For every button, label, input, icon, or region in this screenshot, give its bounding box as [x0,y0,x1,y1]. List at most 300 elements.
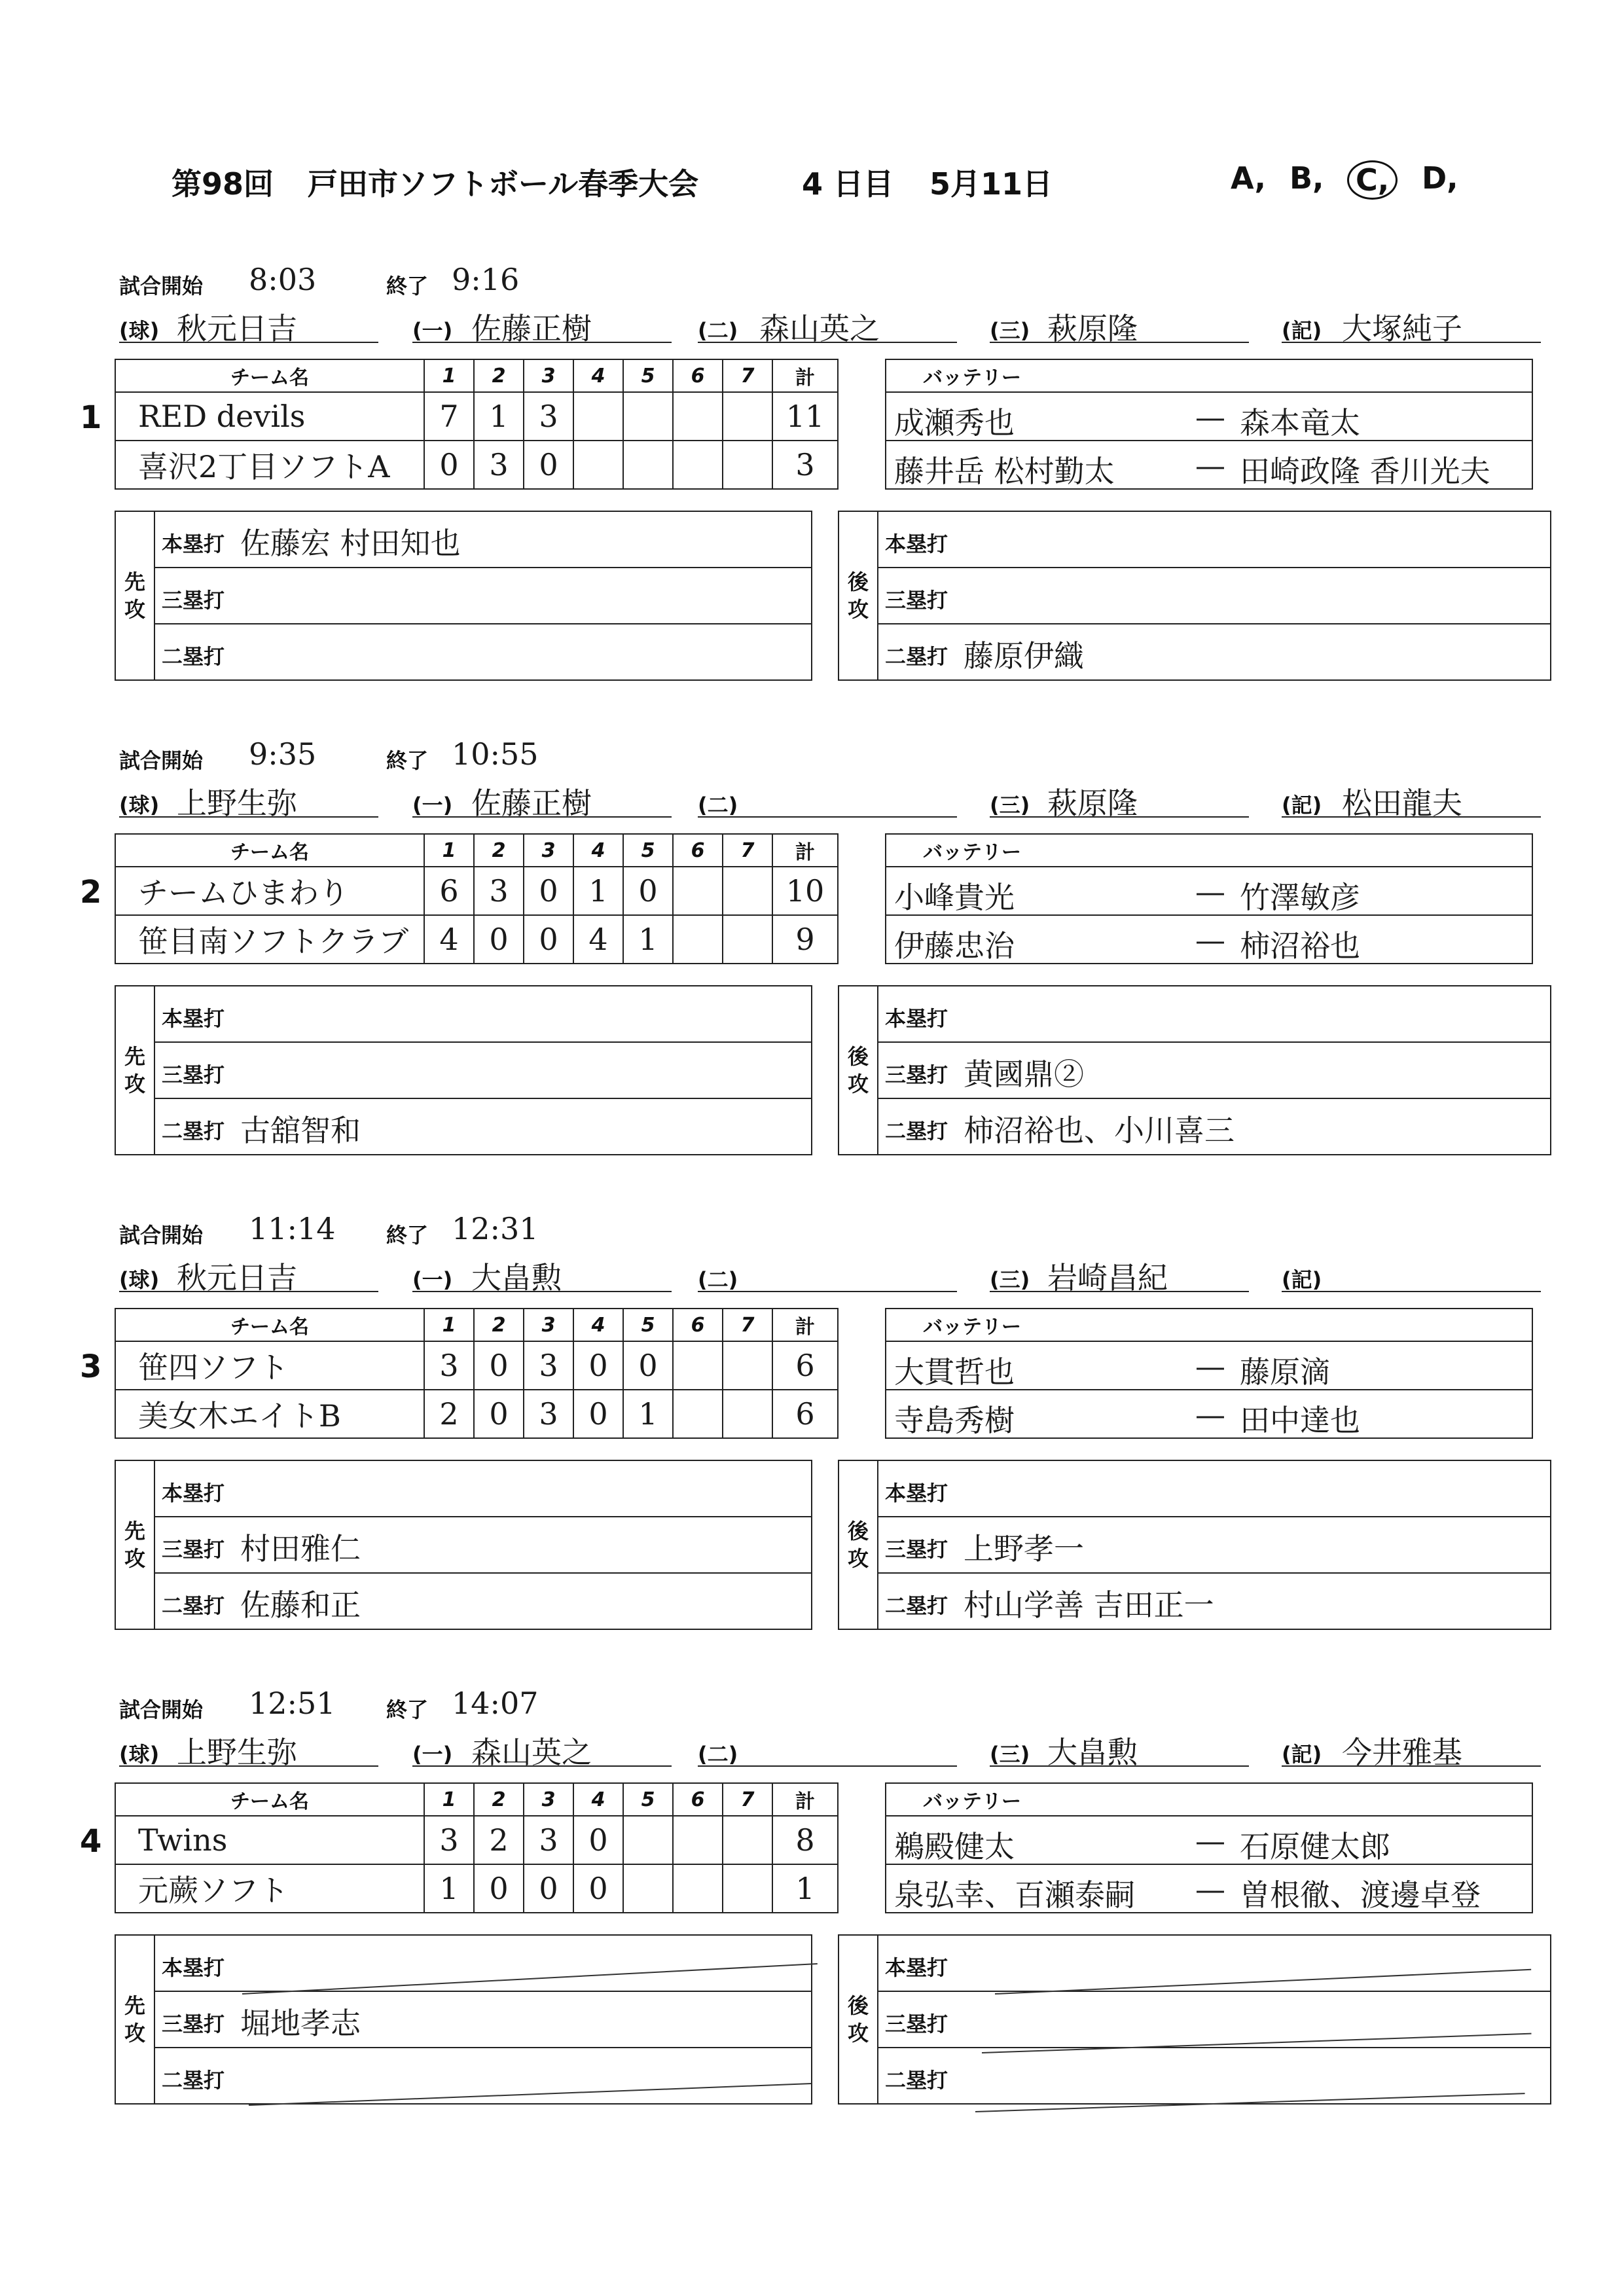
battery-table [885,1782,1533,1913]
first-attack-label: 先攻 [115,1935,154,2104]
event-name: 戸田市ソフトボール春季大会 [308,166,699,202]
inning-header: 4 [573,1783,623,1816]
pitcher-name: 伊藤忠治 [894,928,1015,964]
inning-score: 0 [623,1341,673,1390]
total-score: 10 [772,867,838,915]
total-score: 6 [772,1390,838,1438]
catcher-name: 曽根徹、渡邊卓登 [1240,1877,1481,1913]
inning-score: 4 [424,915,474,964]
end-time: 14:07 [452,1686,539,1721]
battery-row [886,867,1532,914]
inning-score [723,1864,772,1913]
second-base-umpire-line [698,1291,957,1292]
triple-players: 堀地孝志 [240,2006,361,2041]
plate-umpire-label: (球) [119,1742,160,1767]
second-attack-label: 後攻 [839,986,878,1155]
battery-dash: — [1195,1871,1225,1907]
inning-score: 1 [424,1864,474,1913]
total-score: 6 [772,1341,838,1390]
inning-score: 0 [573,1341,623,1390]
scorer-label: (記) [1282,793,1322,818]
start-time: 11:14 [249,1211,336,1246]
plate-umpire-line [119,342,378,343]
home-run-row [155,512,811,567]
score-row [115,1864,838,1913]
second-attack-hits-table [838,1460,1551,1630]
court-a: A, [1231,160,1266,196]
triple-players: 村田雅仁 [240,1531,361,1566]
second-attack-label: 後攻 [839,1460,878,1629]
inning-header: 6 [673,834,723,867]
inning-score: 0 [573,1864,623,1913]
double-players: 村山学善 吉田正一 [964,1587,1214,1623]
total-score: 8 [772,1816,838,1864]
triple-label: 三塁打 [885,588,948,613]
battery-table [885,1308,1533,1439]
pitcher-name: 藤井岳 松村勤太 [894,454,1115,489]
end-label: 終了 [386,274,429,298]
inning-score: 3 [424,1341,474,1390]
catcher-name: 森本竜太 [1240,405,1360,441]
second-base-umpire-label: (二) [698,793,738,818]
total-score: 3 [772,441,838,489]
team-name-header: チーム名 [115,834,424,867]
second-attack-hits-table [838,1934,1551,2105]
first-base-umpire-line [412,1765,672,1767]
inning-score: 0 [424,441,474,489]
third-base-umpire-line [990,342,1249,343]
triple-players: 上野孝一 [964,1531,1084,1566]
inning-header: 2 [474,834,524,867]
game-block-2 [0,736,1624,1208]
inning-score: 1 [474,392,524,441]
triple-label: 三塁打 [162,2012,225,2036]
score-row [115,1816,838,1864]
score-row [115,867,838,915]
scorer-name: 今井雅基 [1342,1735,1462,1770]
inning-score [623,1864,673,1913]
inning-header: 6 [673,359,723,392]
end-time: 12:31 [452,1211,539,1246]
battery-row [886,916,1532,963]
second-base-umpire-line [698,816,957,818]
inning-header: 1 [424,834,474,867]
start-label: 試合開始 [119,1697,204,1722]
home-run-label: 本塁打 [885,1955,948,1980]
inning-score [723,441,772,489]
start-time: 12:51 [249,1686,336,1721]
inning-score: 0 [573,1816,623,1864]
inning-header: 3 [524,1783,573,1816]
score-row [115,1390,838,1438]
inning-score [723,915,772,964]
triple-row [155,1517,811,1572]
inning-score: 3 [524,392,573,441]
inning-score [623,1816,673,1864]
inning-score: 0 [573,1390,623,1438]
third-base-umpire: 大畠勲 [1047,1735,1138,1770]
inning-score [673,441,723,489]
home-run-label: 本塁打 [162,1955,225,1980]
battery-dash: — [1195,1348,1225,1384]
double-label: 二塁打 [162,1593,225,1618]
triple-row [878,1043,1550,1098]
double-players: 佐藤和正 [240,1587,361,1623]
scorer-name: 大塚純子 [1342,311,1462,346]
first-base-umpire-label: (一) [412,1267,453,1292]
inning-header: 3 [524,1309,573,1341]
battery-row [886,1865,1532,1912]
home-run-label: 本塁打 [885,1481,948,1506]
battery-dash: — [1195,1823,1225,1858]
end-time: 9:16 [452,262,520,297]
team-name: 笹目南ソフトクラブ [115,915,424,964]
game-number: 2 [80,874,102,911]
plate-umpire-line [119,1291,378,1292]
inning-header: 4 [573,1309,623,1341]
inning-header: 2 [474,1309,524,1341]
first-base-umpire-line [412,342,672,343]
inning-score: 2 [424,1390,474,1438]
team-name: 喜沢2丁目ソフトA [115,441,424,489]
battery-dash: — [1195,874,1225,909]
start-time: 9:35 [249,736,317,772]
home-run-row [155,1936,811,1991]
inning-header: 2 [474,1783,524,1816]
triple-row [878,568,1550,623]
third-base-umpire: 萩原隆 [1047,311,1138,346]
inning-score [673,1390,723,1438]
total-header: 計 [772,1309,838,1341]
first-base-umpire-label: (一) [412,318,453,343]
second-base-umpire-label: (二) [698,1267,738,1292]
battery-dash: — [1195,1397,1225,1432]
team-name-header: チーム名 [115,1309,424,1341]
double-label: 二塁打 [885,644,948,669]
first-base-umpire-label: (一) [412,793,453,818]
inning-score [723,867,772,915]
catcher-name: 柿沼裕也 [1240,928,1360,964]
inning-score [723,392,772,441]
battery-header: バッテリー [886,1783,1532,1816]
third-base-umpire-label: (三) [990,318,1030,343]
team-name: Twins [115,1816,424,1864]
inning-score: 3 [424,1816,474,1864]
inning-score: 4 [573,915,623,964]
start-label: 試合開始 [119,274,204,298]
catcher-name: 田中達也 [1240,1403,1360,1438]
inning-header: 6 [673,1309,723,1341]
triple-row [878,1517,1550,1572]
inning-score [623,441,673,489]
third-base-umpire-label: (三) [990,1267,1030,1292]
first-base-umpire: 森山英之 [471,1735,592,1770]
triple-row [155,568,811,623]
inning-header: 5 [623,359,673,392]
third-base-umpire-line [990,816,1249,818]
score-row [115,441,838,489]
first-base-umpire: 佐藤正樹 [471,786,592,821]
double-label: 二塁打 [885,2068,948,2093]
plate-umpire-line [119,1765,378,1767]
battery-row [886,1816,1532,1864]
home-run-row [878,986,1550,1041]
double-label: 二塁打 [162,1119,225,1144]
pitcher-name: 大貫哲也 [894,1354,1015,1390]
team-name: 元蕨ソフト [115,1864,424,1913]
inning-score [723,1816,772,1864]
inning-score: 0 [474,1390,524,1438]
first-attack-label: 先攻 [115,1460,154,1629]
team-name-header: チーム名 [115,359,424,392]
inning-score: 3 [524,1390,573,1438]
battery-header: バッテリー [886,1309,1532,1341]
home-run-label: 本塁打 [162,532,225,556]
game-number: 1 [80,399,102,436]
second-base-umpire-line [698,1765,957,1767]
inning-header: 1 [424,1783,474,1816]
game-block-4 [0,1686,1624,2157]
first-base-umpire-label: (一) [412,1742,453,1767]
inning-header: 7 [723,834,772,867]
third-base-umpire-label: (三) [990,1742,1030,1767]
total-score: 11 [772,392,838,441]
battery-dash: — [1195,448,1225,483]
battery-dash: — [1195,399,1225,435]
double-row [878,1574,1550,1629]
double-row [155,624,811,679]
third-base-umpire: 萩原隆 [1047,786,1138,821]
event-number: 第98回 [171,166,274,202]
inning-score: 3 [474,867,524,915]
triple-row [155,1992,811,2047]
score-row [115,392,838,441]
line-score-table [115,1782,839,1913]
inning-header: 1 [424,1309,474,1341]
double-label: 二塁打 [162,2068,225,2093]
home-run-row [155,986,811,1041]
triple-label: 三塁打 [885,1062,948,1087]
total-score: 1 [772,1864,838,1913]
inning-score: 1 [623,1390,673,1438]
plate-umpire: 上野生弥 [177,786,297,821]
inning-score: 0 [524,867,573,915]
double-label: 二塁打 [885,1593,948,1618]
court-b: B, [1290,160,1324,196]
inning-score: 0 [524,1864,573,1913]
second-attack-label: 後攻 [839,511,878,680]
double-row [878,1099,1550,1154]
inning-score: 0 [474,1341,524,1390]
start-label: 試合開始 [119,748,204,773]
pitcher-name: 成瀬秀也 [894,405,1015,441]
inning-header: 4 [573,834,623,867]
pitcher-name: 小峰貴光 [894,880,1015,915]
second-base-umpire-line [698,342,957,343]
triple-label: 三塁打 [162,588,225,613]
inning-score [573,441,623,489]
court-c-selected: C, [1347,160,1398,200]
inning-score [673,1816,723,1864]
start-label: 試合開始 [119,1223,204,1248]
inning-score [723,1341,772,1390]
triple-label: 三塁打 [162,1537,225,1562]
catcher-name: 田崎政隆 香川光夫 [1240,454,1490,489]
second-attack-hits-table [838,985,1551,1155]
home-run-label: 本塁打 [885,532,948,556]
battery-row [886,393,1532,440]
battery-row [886,1390,1532,1437]
inning-score [673,1341,723,1390]
double-row [878,624,1550,679]
double-row [155,1574,811,1629]
end-label: 終了 [386,1223,429,1248]
inning-score: 1 [623,915,673,964]
team-name: 美女木エイトB [115,1390,424,1438]
inning-score: 2 [474,1816,524,1864]
total-header: 計 [772,359,838,392]
home-run-label: 本塁打 [162,1006,225,1031]
end-time: 10:55 [452,736,539,772]
scorer-line [1282,816,1541,818]
second-base-umpire-label: (二) [698,1742,738,1767]
inning-header: 7 [723,359,772,392]
inning-header: 5 [623,1309,673,1341]
inning-score: 0 [524,915,573,964]
pitcher-name: 寺島秀樹 [894,1403,1015,1438]
game-number: 4 [80,1823,102,1860]
triple-label: 三塁打 [885,1537,948,1562]
second-attack-hits-table [838,511,1551,681]
home-run-row [878,512,1550,567]
inning-score [673,1864,723,1913]
game-number: 3 [80,1348,102,1385]
battery-row [886,1342,1532,1389]
third-base-umpire-label: (三) [990,793,1030,818]
double-players: 古舘智和 [240,1113,361,1148]
double-label: 二塁打 [162,644,225,669]
scorer-line [1282,1765,1541,1767]
first-base-umpire-line [412,816,672,818]
inning-header: 7 [723,1309,772,1341]
score-row [115,915,838,964]
first-attack-hits-table [115,1934,812,2105]
home-run-players: 佐藤宏 村田知也 [240,526,461,561]
plate-umpire: 秋元日吉 [177,1260,297,1295]
inning-score [573,392,623,441]
second-attack-label: 後攻 [839,1935,878,2104]
triple-row [155,1043,811,1098]
inning-score [623,392,673,441]
inning-score [723,1390,772,1438]
double-players: 柿沼裕也、小川喜三 [964,1113,1235,1148]
event-day: 4 日目 [802,166,894,202]
battery-header: バッテリー [886,359,1532,392]
team-name: RED devils [115,392,424,441]
inning-score: 0 [623,867,673,915]
plate-umpire: 秋元日吉 [177,311,297,346]
third-base-umpire: 岩崎昌紀 [1047,1260,1168,1295]
inning-header: 4 [573,359,623,392]
inning-score: 6 [424,867,474,915]
pitcher-name: 泉弘幸、百瀬泰嗣 [894,1877,1135,1913]
home-run-label: 本塁打 [162,1481,225,1506]
triple-players: 黄國鼎② [964,1057,1084,1092]
triple-label: 三塁打 [885,2012,948,2036]
inning-score [673,915,723,964]
third-base-umpire-line [990,1765,1249,1767]
catcher-name: 藤原滴 [1240,1354,1330,1390]
inning-header: 1 [424,359,474,392]
score-row [115,1341,838,1390]
home-run-label: 本塁打 [885,1006,948,1031]
inning-score: 3 [524,1816,573,1864]
end-label: 終了 [386,1697,429,1722]
triple-label: 三塁打 [162,1062,225,1087]
scorer-line [1282,342,1541,343]
home-run-row [155,1461,811,1516]
double-label: 二塁打 [885,1119,948,1144]
court-d: D, [1422,160,1458,196]
total-score: 9 [772,915,838,964]
inning-score: 7 [424,392,474,441]
first-base-umpire-line [412,1291,672,1292]
inning-score: 0 [524,441,573,489]
line-score-table [115,1308,839,1439]
first-attack-label: 先攻 [115,511,154,680]
inning-score [673,392,723,441]
inning-score: 3 [524,1341,573,1390]
plate-umpire-label: (球) [119,793,160,818]
second-base-umpire-label: (二) [698,318,738,343]
total-header: 計 [772,1783,838,1816]
inning-header: 3 [524,359,573,392]
scorer-name: 松田龍夫 [1342,786,1462,821]
battery-dash: — [1195,922,1225,958]
battery-row [886,441,1532,488]
inning-header: 6 [673,1783,723,1816]
team-name: チームひまわり [115,867,424,915]
inning-score: 0 [474,915,524,964]
home-run-row [878,1936,1550,1991]
first-attack-hits-table [115,985,812,1155]
plate-umpire-label: (球) [119,318,160,343]
event-date: 5月11日 [929,166,1053,202]
inning-score: 3 [474,441,524,489]
triple-row [878,1992,1550,2047]
sheet-title [0,154,1624,206]
scorer-label: (記) [1282,1742,1322,1767]
game-block-1 [0,262,1624,733]
team-name-header: チーム名 [115,1783,424,1816]
home-run-row [878,1461,1550,1516]
scorer-line [1282,1291,1541,1292]
team-name: 笹四ソフト [115,1341,424,1390]
first-base-umpire: 大畠勲 [471,1260,562,1295]
battery-header: バッテリー [886,834,1532,867]
total-header: 計 [772,834,838,867]
catcher-name: 石原健太郎 [1240,1829,1390,1864]
line-score-table [115,833,839,964]
second-base-umpire: 森山英之 [759,311,880,346]
catcher-name: 竹澤敏彦 [1240,880,1360,915]
plate-umpire-label: (球) [119,1267,160,1292]
scorer-label: (記) [1282,318,1322,343]
game-block-3 [0,1211,1624,1682]
inning-header: 5 [623,834,673,867]
plate-umpire: 上野生弥 [177,1735,297,1770]
pitcher-name: 鵜殿健太 [894,1829,1015,1864]
